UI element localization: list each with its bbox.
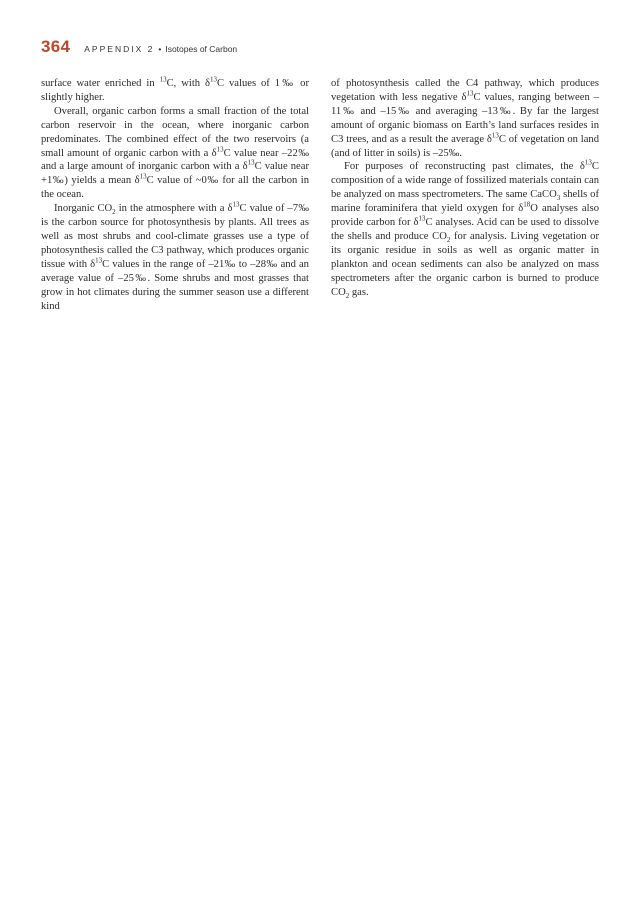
text-run: of photosynthesis called the C4 pathway, which produces vegetation with less negative δ bbox=[331, 78, 599, 103]
superscript: 13 bbox=[247, 158, 255, 167]
left-column bbox=[41, 77, 309, 313]
superscript: 13 bbox=[216, 145, 224, 153]
left-paragraph-3 bbox=[41, 202, 309, 313]
text-run: C analyses. Acid can be used to dissolve the shells and produce CO bbox=[331, 217, 599, 242]
text-run: C, with δ bbox=[166, 78, 210, 89]
subscript: 2 bbox=[345, 291, 350, 300]
section-title: Isotopes of Carbon bbox=[165, 44, 238, 54]
text-run: gas. bbox=[349, 286, 369, 298]
superscript: 13 bbox=[466, 89, 474, 98]
text-run: C values of 1‰ or slightly higher. bbox=[41, 78, 309, 103]
running-head bbox=[84, 44, 237, 54]
superscript: 13 bbox=[418, 214, 426, 223]
text-run: Overall, organic carbon forms a small fraction of the total carbon reservoir in the ocean, where inorganic carbon predominates. The combined effect of the two reservoirs (a small amount of organic carbon with a δ bbox=[41, 105, 309, 159]
superscript: 13 bbox=[210, 75, 217, 84]
text-run: C composition of a wide range of fossilized materials contain can be analyzed on mass spectrometers. The same CaCO bbox=[331, 161, 599, 201]
text-run: For purposes of reconstructing past climates, the δ bbox=[344, 161, 585, 173]
text-run: Inorganic CO bbox=[54, 203, 113, 215]
superscript: 13 bbox=[139, 172, 147, 181]
subscript: 3 bbox=[556, 194, 561, 203]
text-run: C values in the range of –21‰ to –28‰ and an average value of –25‰. Some shrubs and most grasses that grow in hot climates during the summer season use a different kind bbox=[41, 258, 309, 312]
text-run: C of vegetation on land (and of litter in soils) is –25‰. bbox=[331, 133, 599, 159]
superscript: 13 bbox=[491, 131, 499, 140]
text-run: C value of –7‰ is the carbon source for photosynthesis by plants. All trees as well as most shrubs and cool-climate grasses use a type of photosynthesis called the C3 pathway, which produces organic tissue with δ bbox=[41, 203, 310, 270]
text-run: shells of marine foraminifera that yield oxygen for δ bbox=[331, 189, 599, 215]
text-run: C value near +1‰) yields a mean δ bbox=[41, 161, 309, 187]
text-run: surface water enriched in bbox=[41, 78, 160, 89]
text-run: C value near –22‰ and a large amount of inorganic carbon with a δ bbox=[41, 147, 309, 173]
right-column bbox=[331, 77, 599, 300]
appendix-label: APPENDIX 2 bbox=[84, 44, 155, 54]
left-paragraph-1 bbox=[41, 77, 309, 105]
superscript: 13 bbox=[95, 256, 103, 265]
text-run: C values, ranging between –11‰ and –15‰ and averaging –13‰. By far the largest amount of organic biomass on Earth’s land surfaces resides in C3 trees, and as a result the average δ bbox=[331, 91, 599, 145]
right-paragraph-1 bbox=[331, 77, 599, 160]
running-header bbox=[41, 37, 237, 57]
subscript: 2 bbox=[112, 208, 116, 217]
separator-dot: • bbox=[158, 44, 162, 54]
text-run: C value of ~0‰ for all the carbon in the ocean. bbox=[41, 175, 309, 201]
superscript: 13 bbox=[159, 75, 167, 84]
superscript: 13 bbox=[584, 158, 592, 167]
text-run: in the atmosphere with a δ bbox=[115, 203, 233, 215]
superscript: 13 bbox=[232, 200, 240, 209]
page-number: 364 bbox=[41, 37, 71, 56]
text-run: O analyses also provide carbon for δ bbox=[331, 203, 599, 229]
text-run: for analysis. Living vegetation or its organic residue in soils as well as organic matter in plankton and ocean sediments can also be analyzed on mass spectrometers after the organic carbon is burned to produce CO bbox=[331, 230, 599, 298]
right-paragraph-2 bbox=[331, 160, 599, 299]
superscript: 18 bbox=[523, 200, 531, 209]
left-paragraph-2 bbox=[41, 105, 309, 202]
subscript: 2 bbox=[446, 236, 451, 245]
